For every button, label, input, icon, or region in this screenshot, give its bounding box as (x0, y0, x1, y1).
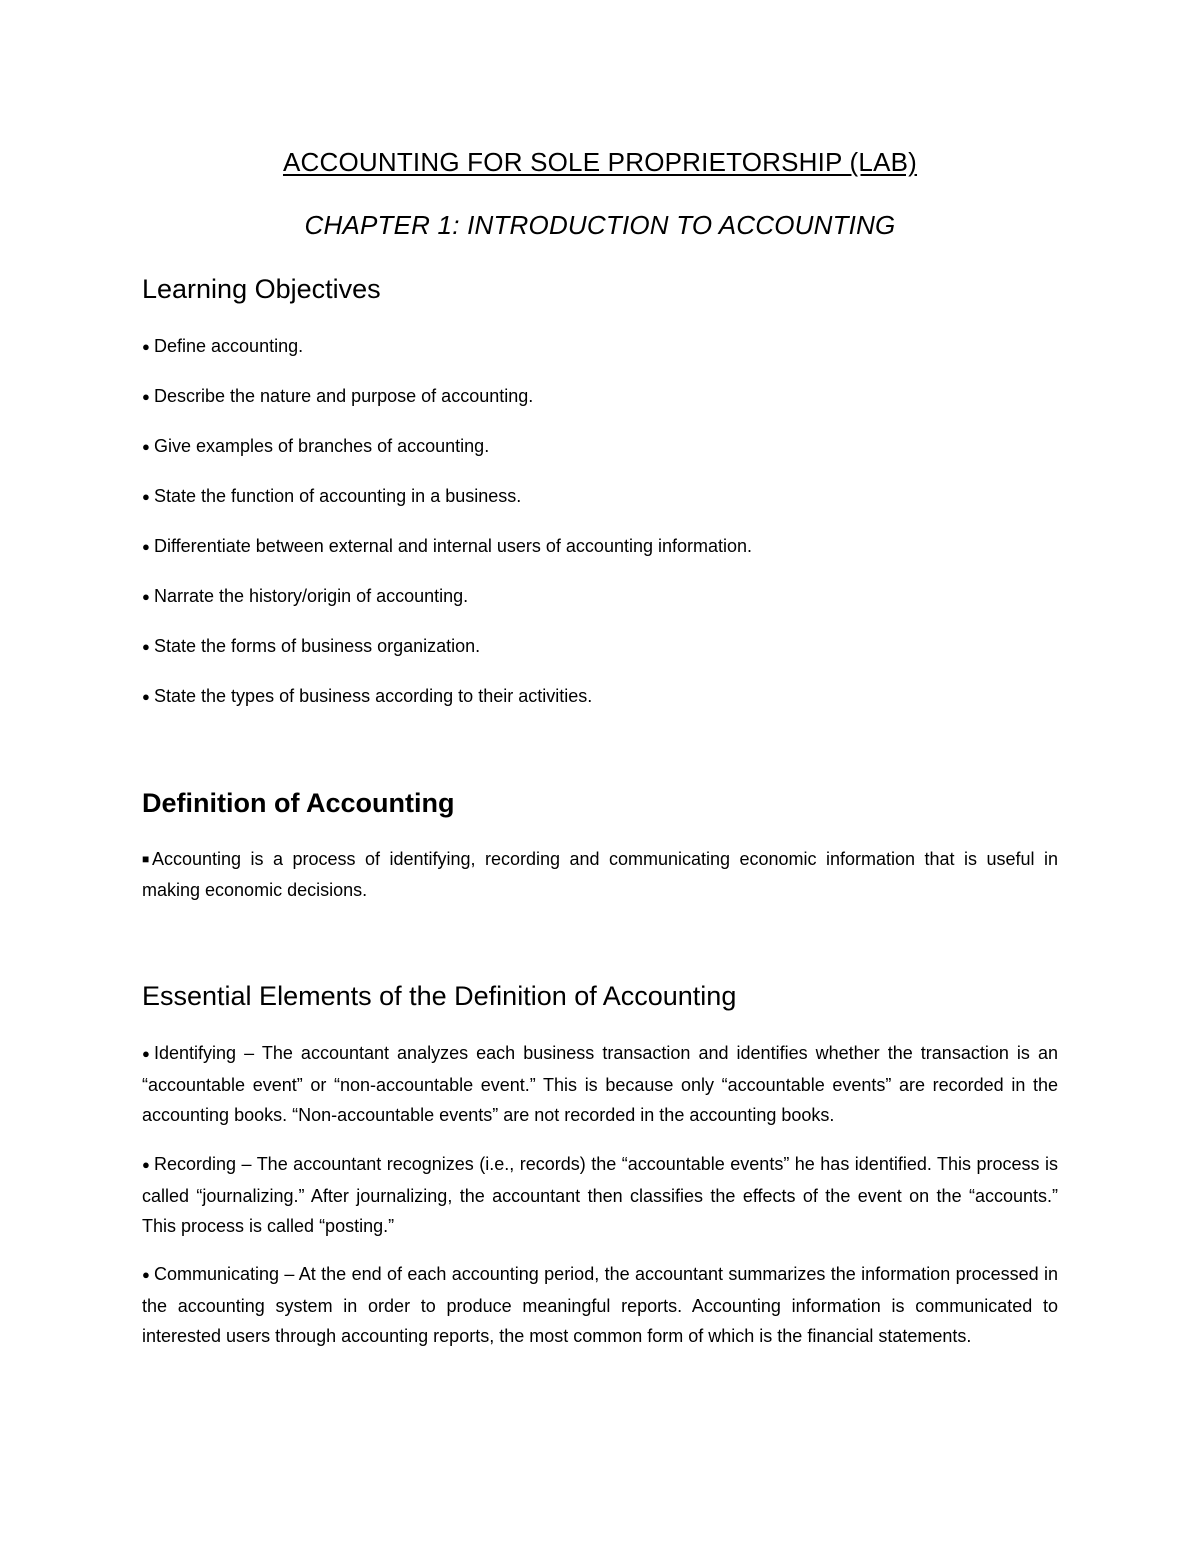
essential-elements-heading: Essential Elements of the Definition of Accounting (142, 981, 737, 1011)
list-item-text: Narrate the history/origin of accounting. (154, 586, 469, 606)
bullet-icon: ● (142, 489, 150, 504)
list-item (142, 483, 752, 533)
bullet-icon: ● (142, 439, 150, 454)
list-item (142, 633, 752, 683)
bullet-icon: ● (142, 1157, 150, 1172)
bullet-icon: ● (142, 1046, 150, 1061)
list-item-text: Define accounting. (154, 336, 304, 356)
element-text: Recording – The accountant recognizes (i.e., records) the “accountable events” he has identified. This process is called “journalizing.” After journalizing, the accountant then classifies the effects of the event on the “accounts.” This process is called “posting.” (142, 1154, 1058, 1236)
definition-text: Accounting is a process of identifying, recording and communicating economic information that is useful in making economic decisions. (142, 849, 1058, 900)
definition-heading: Definition of Accounting (142, 788, 455, 818)
learning-objectives-heading: Learning Objectives (142, 274, 381, 304)
list-item (142, 433, 752, 483)
bullet-icon: ● (142, 1267, 150, 1282)
element-paragraph-recording (142, 1149, 1058, 1242)
list-item (142, 383, 752, 433)
bullet-icon: ● (142, 339, 150, 354)
element-text: Identifying – The accountant analyzes each business transaction and identifies whether the transaction is an “accountable event” or “non-accountable event.” This is because only “accountable events” are recorded in the accounting books. “Non-accountable events” are not recorded in the accounting books. (142, 1043, 1058, 1125)
definition-paragraph (142, 844, 1058, 905)
element-text: Communicating – At the end of each accounting period, the accountant summarizes the information processed in the accounting system in order to produce meaningful reports. Accounting information is communicated to interested users through accounting reports, the most common form of which is the financial statements. (142, 1264, 1058, 1346)
list-item (142, 333, 752, 383)
element-paragraph-communicating (142, 1259, 1058, 1352)
list-item (142, 533, 752, 583)
list-item-text: Describe the nature and purpose of accounting. (154, 386, 534, 406)
bullet-icon: ● (142, 689, 150, 704)
list-item-text: Differentiate between external and internal users of accounting information. (154, 536, 753, 556)
square-bullet-icon: ■ (142, 852, 150, 866)
list-item-text: State the function of accounting in a business. (154, 486, 522, 506)
bullet-icon: ● (142, 389, 150, 404)
list-item-text: State the forms of business organization. (154, 636, 481, 656)
bullet-icon: ● (142, 539, 150, 554)
bullet-icon: ● (142, 589, 150, 604)
list-item (142, 683, 752, 733)
list-item-text: State the types of business according to their activities. (154, 686, 593, 706)
bullet-icon: ● (142, 639, 150, 654)
document-title: ACCOUNTING FOR SOLE PROPRIETORSHIP (LAB) (282, 147, 918, 177)
chapter-title: CHAPTER 1: INTRODUCTION TO ACCOUNTING (304, 210, 896, 240)
list-item-text: Give examples of branches of accounting. (154, 436, 490, 456)
list-item (142, 583, 752, 633)
element-paragraph-identifying (142, 1038, 1058, 1131)
learning-objectives-list (142, 333, 752, 733)
